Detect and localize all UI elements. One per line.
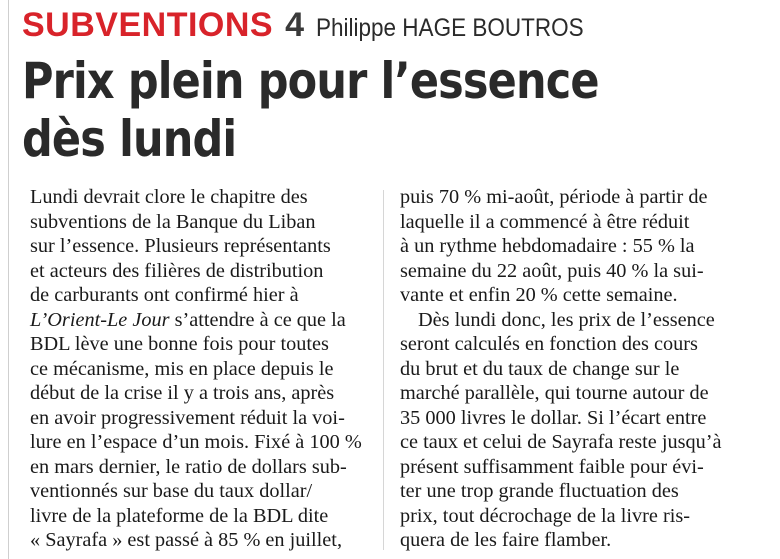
body-line: laquelle il a commencé à être réduit: [400, 210, 690, 233]
body-line: puis 70 % mi-août, période à partir de: [400, 186, 708, 208]
body-line: en avoir progressivement réduit la voi-: [30, 406, 345, 429]
body-line: début de la crise il y a trois ans, après: [30, 382, 335, 404]
body-line: de carburants ont confirmé hier à: [30, 284, 299, 306]
body-line: « Sayrafa » est passé à 85 % en juillet,: [30, 529, 343, 551]
article-kicker: [22, 6, 613, 46]
section-label: SUBVENTIONS: [22, 6, 274, 44]
body-line: du brut et du taux de change sur le: [400, 357, 680, 380]
body-line-rest: s’attendre à ce que la: [174, 308, 346, 331]
body-line: prix, tout décrochage de la livre ris-: [400, 504, 691, 527]
page-number: 4: [285, 6, 305, 44]
body-line: seront calculés en fonction des cours: [400, 333, 698, 355]
page-edge-rule: [8, 0, 9, 559]
headline: [22, 52, 658, 168]
headline-line-1: Prix plein pour l’essence: [22, 52, 599, 110]
body-line: BDL lève une bonne fois pour toutes: [30, 333, 329, 355]
paragraph-start-line: Dès lundi donc, les prix de l’essence: [418, 308, 715, 331]
body-line: et acteurs des filières de distribution: [30, 259, 324, 282]
body-line: Lundi devrait clore le chapitre des: [30, 186, 308, 208]
body-line: en mars dernier, le ratio de dollars sub-: [30, 455, 347, 478]
body-line: à un rythme hebdomadaire : 55 % la: [400, 235, 695, 257]
body-line: lure en l’espace d’un mois. Fixé à 100 %: [30, 431, 362, 453]
headline-line-2: dès lundi: [22, 110, 237, 168]
body-line: semaine du 22 août, puis 40 % la sui-: [400, 259, 704, 282]
body-line: présent suffisamment faible pour évi-: [400, 455, 704, 478]
body-line: quera de les faire flamber.: [400, 529, 612, 551]
body-line: sur l’essence. Plusieurs représentants: [30, 235, 331, 257]
body-line: ce mécanisme, mis en place depuis le: [30, 357, 334, 380]
body-line: subventions de la Banque du Liban: [30, 210, 316, 233]
article-column-right: [400, 185, 738, 553]
body-line-with-newspaper-name: [30, 308, 368, 333]
body-line: ce taux et celui de Sayrafa reste jusqu’à: [400, 431, 722, 453]
column-divider: [383, 190, 384, 550]
newspaper-name: L’Orient-Le Jour: [30, 308, 170, 331]
author-byline: Philippe HAGE BOUTROS: [316, 14, 584, 42]
body-line: ventionnés sur base du taux dollar/: [30, 480, 313, 502]
body-line: marché parallèle, qui tourne autour de: [400, 382, 709, 404]
body-line: 35 000 livres le dollar. Si l’écart entre: [400, 406, 707, 429]
body-line: vante et enfin 20 % cette semaine.: [400, 284, 678, 306]
article-column-left: [30, 185, 368, 553]
body-line: ter une trop grande fluctuation des: [400, 480, 679, 502]
body-line: livre de la plateforme de la BDL dite: [30, 504, 329, 527]
